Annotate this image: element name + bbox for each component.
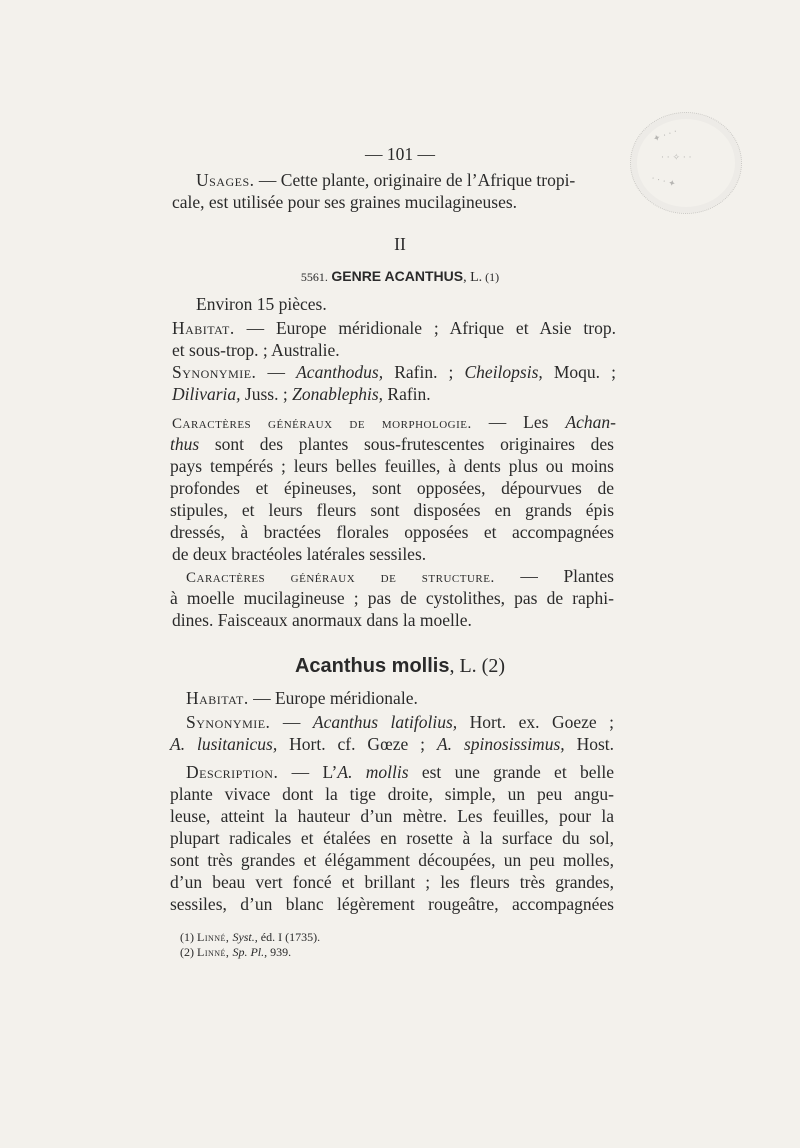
syn-author: Hort. cf. Gœze ; <box>277 734 437 754</box>
footnote-author: Linné, <box>197 930 230 944</box>
morphology-label: Caractères généraux de morphologie. <box>172 416 472 432</box>
usages-text: — Cette plante, originaire de l’Afrique tropi- <box>254 170 576 190</box>
description-line-4: plupart radicales et étalées en rosette à la surface du sol, <box>170 828 614 848</box>
syn-sep: — <box>256 362 297 382</box>
syn-sep: — <box>270 712 313 732</box>
syn-author: Rafin. ; <box>383 362 465 382</box>
morphology-line-5: stipules, et leurs fleurs sont disposées en grands épis <box>170 500 614 520</box>
morphology-line-7: de deux bractéoles latérales sessiles. <box>172 544 427 564</box>
description-text: est une grande et belle <box>408 762 614 782</box>
genus-heading <box>0 266 800 288</box>
structure-line-1 <box>186 566 614 589</box>
syn-author: Host. <box>564 734 615 754</box>
usages-label: Usages. <box>196 170 255 190</box>
species-synonymie-line-1 <box>186 712 614 733</box>
morphology-sep: — Les <box>471 412 566 432</box>
structure-label: Caractères généraux de structure. <box>186 570 495 586</box>
morphology-line-4: profondes et épineuses, sont opposées, dépourvues de <box>170 478 614 498</box>
description-label: Description. <box>186 762 279 782</box>
species-author: , L. (2) <box>449 655 506 677</box>
description-species: A. mollis <box>337 762 409 782</box>
description-line-3: leuse, atteint la hauteur d’un mètre. Les feuilles, pour la <box>170 806 614 826</box>
habitat-label: Habitat. <box>186 688 249 708</box>
section-numeral: II <box>394 234 406 254</box>
genus-number: 5561. <box>300 270 328 284</box>
genus-name: GENRE ACANTHUS <box>331 268 464 284</box>
morphology-text: sont des plantes sous-frutescentes originaires des <box>199 434 614 454</box>
footnote-rest: éd. I (1735). <box>257 930 321 944</box>
description-line-6: d’un beau vert foncé et brillant ; les fleurs très grandes, <box>170 872 614 892</box>
syn-cheilopsis: Cheilopsis, <box>464 362 543 382</box>
description-line-2: plante vivace dont la tige droite, simple, un peu angu- <box>170 784 614 804</box>
habitat-text: — Europe méridionale ; Afrique et Asie trop. <box>234 318 616 338</box>
habitat-text: — Europe méridionale. <box>248 688 418 708</box>
footnote-author: Linné, <box>197 945 230 959</box>
structure-text: — Plantes <box>494 566 614 586</box>
morphology-genus: Achan- <box>565 412 616 432</box>
synonymie-label: Synonymie. <box>172 362 257 382</box>
species-habitat <box>186 688 418 709</box>
footnote-work: Sp. Pl., <box>232 945 268 959</box>
syn-lusitanicus: A. lusitanicus, <box>170 734 278 754</box>
genus-synonymie-line-1 <box>172 362 616 383</box>
syn-latifolius: Acanthus latifolius, <box>312 712 458 732</box>
genus-synonymie-line-2 <box>172 384 431 405</box>
species-heading <box>0 654 800 678</box>
library-stamp: ✦ · · · · · ✧ · · · · · ✦ <box>630 112 742 214</box>
syn-author: Moqu. ; <box>542 362 616 382</box>
morphology-genus: thus <box>170 434 200 454</box>
syn-acanthodus: Acanthodus, <box>296 362 384 382</box>
footnote-mark: (2) <box>180 945 194 959</box>
morphology-line-3: pays tempérés ; leurs belles feuilles, à dents plus ou moins <box>170 456 614 476</box>
syn-spinosissimus: A. spinosissimus, <box>436 734 565 754</box>
usages-line-2: cale, est utilisée pour ses graines mucilagineuses. <box>172 192 518 212</box>
page-number: — 101 — <box>365 144 435 164</box>
syn-zonablephis: Zonablephis, <box>292 384 384 404</box>
syn-author: Rafin. <box>383 384 431 404</box>
footnote-mark: (1) <box>180 930 194 944</box>
habitat-label: Habitat. <box>172 318 235 338</box>
genus-author: , L. <box>463 270 483 285</box>
description-line-1 <box>186 762 614 783</box>
structure-line-3: dines. Faisceaux anormaux dans la moelle. <box>172 610 472 630</box>
footnote-work: Syst., <box>232 930 258 944</box>
species-synonymie-line-2 <box>170 734 614 755</box>
footnote-1 <box>180 930 320 945</box>
structure-line-2: à moelle mucilagineuse ; pas de cystolithes, pas de raphi- <box>170 588 614 608</box>
species-name: Acanthus mollis <box>294 655 450 677</box>
syn-author: Hort. ex. Goeze ; <box>457 712 614 732</box>
morphology-line-2 <box>170 434 614 455</box>
footnote-2 <box>180 945 291 960</box>
genus-count: Environ 15 pièces. <box>196 294 327 314</box>
syn-dilivaria: Dilivaria, <box>172 384 241 404</box>
morphology-line-1 <box>172 412 616 435</box>
genus-habitat-line-2: et sous-trop. ; Australie. <box>172 340 340 360</box>
genus-habitat-line-1 <box>172 318 616 339</box>
syn-author: Juss. ; <box>240 384 293 404</box>
morphology-line-6: dressés, à bractées florales opposées et accompagnées <box>170 522 614 542</box>
genus-note-ref: (1) <box>482 270 500 284</box>
footnote-rest: 939. <box>267 945 292 959</box>
synonymie-label: Synonymie. <box>186 712 271 732</box>
description-line-5: sont très grandes et élégamment découpées, un peu molles, <box>170 850 614 870</box>
description-sep: — L’ <box>278 762 338 782</box>
description-line-7: sessiles, d’un blanc légèrement rougeâtre, accompagnées <box>170 894 614 914</box>
usages-line-1 <box>196 170 575 191</box>
